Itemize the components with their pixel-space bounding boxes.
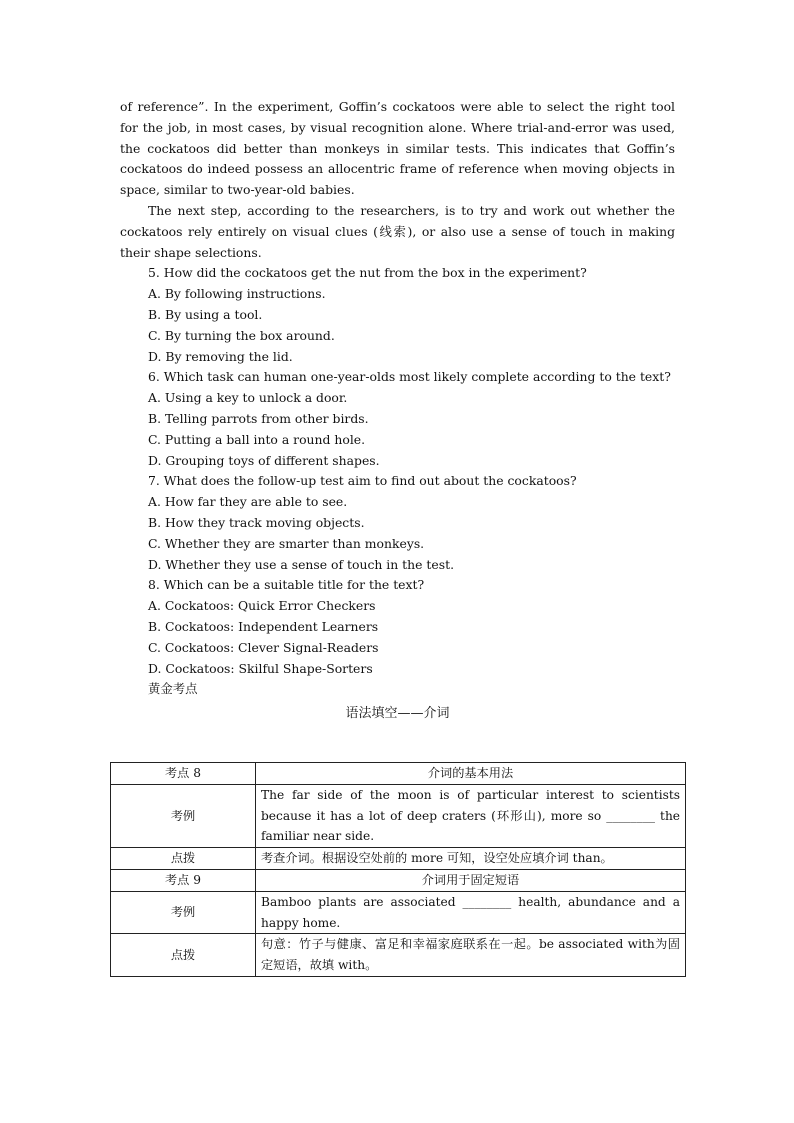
example-label: 考例 bbox=[111, 784, 256, 847]
option-a: A. How far they are able to see. bbox=[148, 494, 348, 510]
table-row bbox=[111, 848, 686, 870]
example-label: 考例 bbox=[111, 891, 256, 934]
reading-passage bbox=[120, 97, 675, 731]
example-text: Bamboo plants are associated ________ health, abundance and a happy home. bbox=[256, 891, 686, 934]
tip-text: 句意：竹子与健康、富足和幸福家庭联系在一起。be associated with为固定短语，故填 with。 bbox=[256, 934, 686, 977]
option-c: C. Cockatoos: Clever Signal-Readers bbox=[148, 639, 379, 655]
question-6 bbox=[120, 367, 675, 471]
option-b: B. Telling parrots from other birds. bbox=[148, 410, 369, 426]
example-text: The far side of the moon is of particular interest to scientists because it has a lot of deep craters (环形山), more so ________ the familiar near side. bbox=[256, 784, 686, 847]
question-stem: 8. Which can be a suitable title for the text? bbox=[148, 577, 425, 593]
passage-paragraph-1: of reference”. In the experiment, Goffin’s cockatoos were able to select the right tool for the job, in most cases, by visual recognition alone. Where trial-and-error was used, the cockatoos did better than monkeys in similar tests. This indicates that Goffin’s cockatoos do indeed possess an allocentric frame of reference when moving objects in space, similar to two-year-old babies. bbox=[120, 99, 675, 198]
point-topic: 介词用于固定短语 bbox=[256, 869, 686, 891]
table-row bbox=[111, 869, 686, 891]
option-c: C. Whether they are smarter than monkeys. bbox=[148, 535, 425, 551]
option-a: A. Using a key to unlock a door. bbox=[148, 390, 348, 406]
option-d: D. Grouping toys of different shapes. bbox=[148, 452, 380, 468]
option-d: D. Cockatoos: Skilful Shape-Sorters bbox=[148, 660, 373, 676]
table-row bbox=[111, 891, 686, 934]
section-title: 语法填空——介词 bbox=[345, 706, 450, 722]
question-8 bbox=[120, 575, 675, 679]
question-7 bbox=[120, 471, 675, 575]
question-5 bbox=[120, 263, 675, 367]
option-b: B. By using a tool. bbox=[148, 306, 263, 322]
option-c: C. By turning the box around. bbox=[148, 327, 335, 343]
tip-text: 考查介词。根据设空处前的 more 可知，设空处应填介词 than。 bbox=[256, 848, 686, 870]
option-d: D. By removing the lid. bbox=[148, 348, 293, 364]
question-stem: 6. Which task can human one-year-olds most likely complete according to the text? bbox=[148, 369, 671, 385]
question-stem: 7. What does the follow-up test aim to find out about the cockatoos? bbox=[148, 473, 577, 489]
option-a: A. Cockatoos: Quick Error Checkers bbox=[148, 598, 376, 614]
point-label: 考点 9 bbox=[111, 869, 256, 891]
table-row bbox=[111, 784, 686, 847]
option-b: B. Cockatoos: Independent Learners bbox=[148, 618, 379, 634]
option-b: B. How they track moving objects. bbox=[148, 514, 365, 530]
tip-label: 点拨 bbox=[111, 848, 256, 870]
tip-label: 点拨 bbox=[111, 934, 256, 977]
table-row bbox=[111, 763, 686, 785]
point-label: 考点 8 bbox=[111, 763, 256, 785]
option-d: D. Whether they use a sense of touch in the test. bbox=[148, 556, 455, 572]
option-a: A. By following instructions. bbox=[148, 286, 326, 302]
grammar-points-table bbox=[110, 762, 686, 977]
passage-paragraph-2: The next step, according to the researchers, is to try and work out whether the cockatoos rely entirely on visual clues (线索), or also use a sense of touch in making their shape selections. bbox=[120, 202, 675, 260]
section-heading: 黄金考点 bbox=[148, 681, 198, 697]
option-c: C. Putting a ball into a round hole. bbox=[148, 431, 366, 447]
point-topic: 介词的基本用法 bbox=[256, 763, 686, 785]
table-row bbox=[111, 934, 686, 977]
question-stem: 5. How did the cockatoos get the nut from the box in the experiment? bbox=[148, 265, 587, 281]
